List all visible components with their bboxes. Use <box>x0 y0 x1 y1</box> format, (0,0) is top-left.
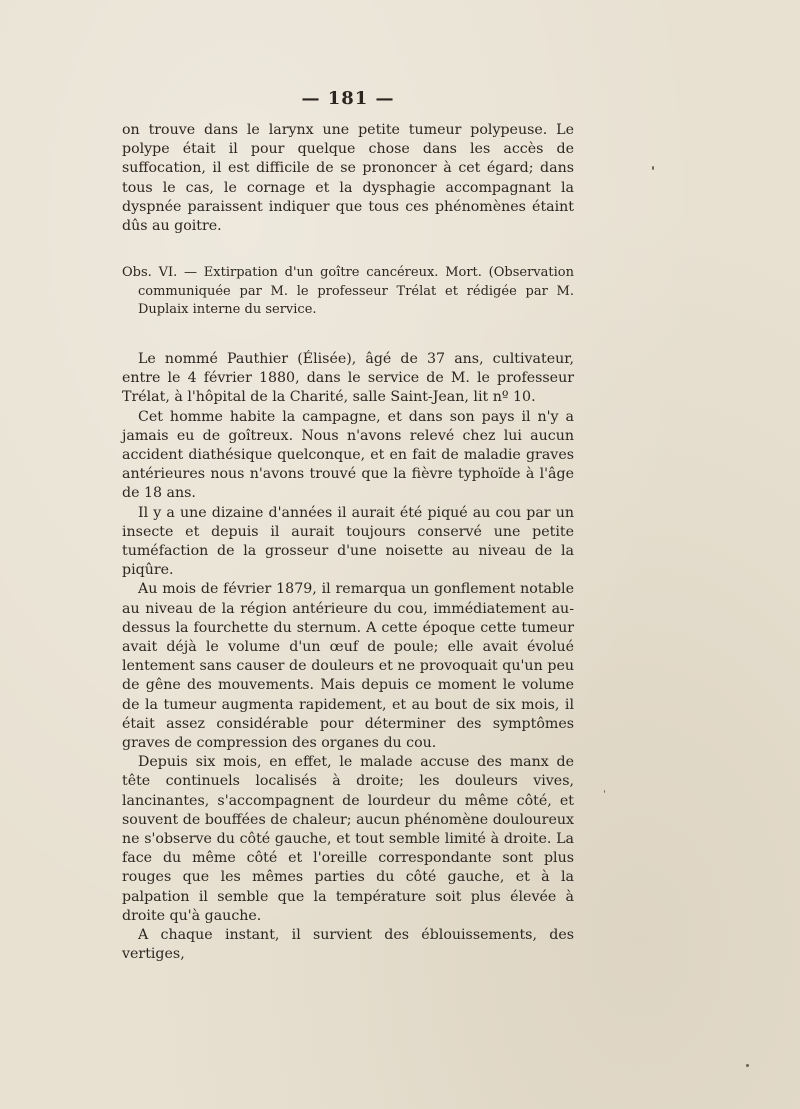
paragraph-patient-history: Cet homme habite la campagne, et dans son pays il n'y a jamais eu de goîtreux. Nous n'avons relevé chez lui aucun accident diathésique quelconque, et en fait de maladie graves antérieures nous n'avons trouvé que la fièvre typhoïde à l'âge de 18 ans. <box>122 408 574 502</box>
book-page <box>122 88 574 965</box>
paragraph-insect-sting: Il y a une dizaine d'années il aurait été piqué au cou par un insecte et depuis il aurait toujours conservé une petite tuméfaction de la grosseur d'une noisette au niveau de la piqûre. <box>122 504 574 579</box>
paragraph-patient-entry: Le nommé Pauthier (Élisée), âgé de 37 ans, cultivateur, entre le 4 février 1880, dans le service de M. le professeur Trélat, à l'hôpital de la Charité, salle Saint-Jean, lit nº 10. <box>122 351 574 406</box>
paper-speck <box>746 1064 749 1067</box>
paragraph-symptoms: Depuis six mois, en effet, le malade accuse des manx de tête continuels localisés à droite; les douleurs vives, lancinantes, s'accompagnent de lourdeur du même côté, et souvent de bouffées de chaleur; aucun phénomène douloureux ne s'observe du côté gauche, et tout semble limité à droite. La face du même côté et l'oreille correspondante sont plus rouges que les mêmes parties du côté gauche, et à la palpation il semble que la température soit plus élevée à droite qu'à gauche. <box>122 754 574 924</box>
paper-speck <box>604 790 605 793</box>
paragraph-vertigo: A chaque instant, il survient des éblouissements, des vertiges, <box>122 927 574 963</box>
paragraph-tumor-onset: Au mois de février 1879, il remarqua un gonflement notable au niveau de la région antérieure du cou, immédiatement au-dessus la fourchette du sternum. A cette époque cette tumeur avait déjà le volume d'un œuf de poule; elle avait évolué lentement sans causer de douleurs et ne provoquait qu'un peu de gêne des mouvements. Mais depuis ce moment le volume de la tumeur augmenta rapidement, et au bout de six mois, il était assez considérable pour déterminer des symptômes graves de compression des organes du cou. <box>122 581 574 752</box>
observation-heading: Obs. VI. — Extirpation d'un goître cancéreux. Mort. (Observation communiquée par M. le professeur Trélat et rédigée par M. Duplaix interne du service. <box>122 265 574 318</box>
paragraph-continuation: on trouve dans le larynx une petite tumeur polypeuse. Le polype était il pour quelque chose dans les accès de suffocation, il est difficile de se prononcer à cet égard; dans tous le cas, le cornage et la dysphagie accompagnant la dyspnée paraissent indiquer que tous ces phénomènes étaint dûs au goitre. <box>122 122 574 235</box>
paper-speck <box>652 166 654 170</box>
page-number: — 181 — <box>301 88 395 109</box>
